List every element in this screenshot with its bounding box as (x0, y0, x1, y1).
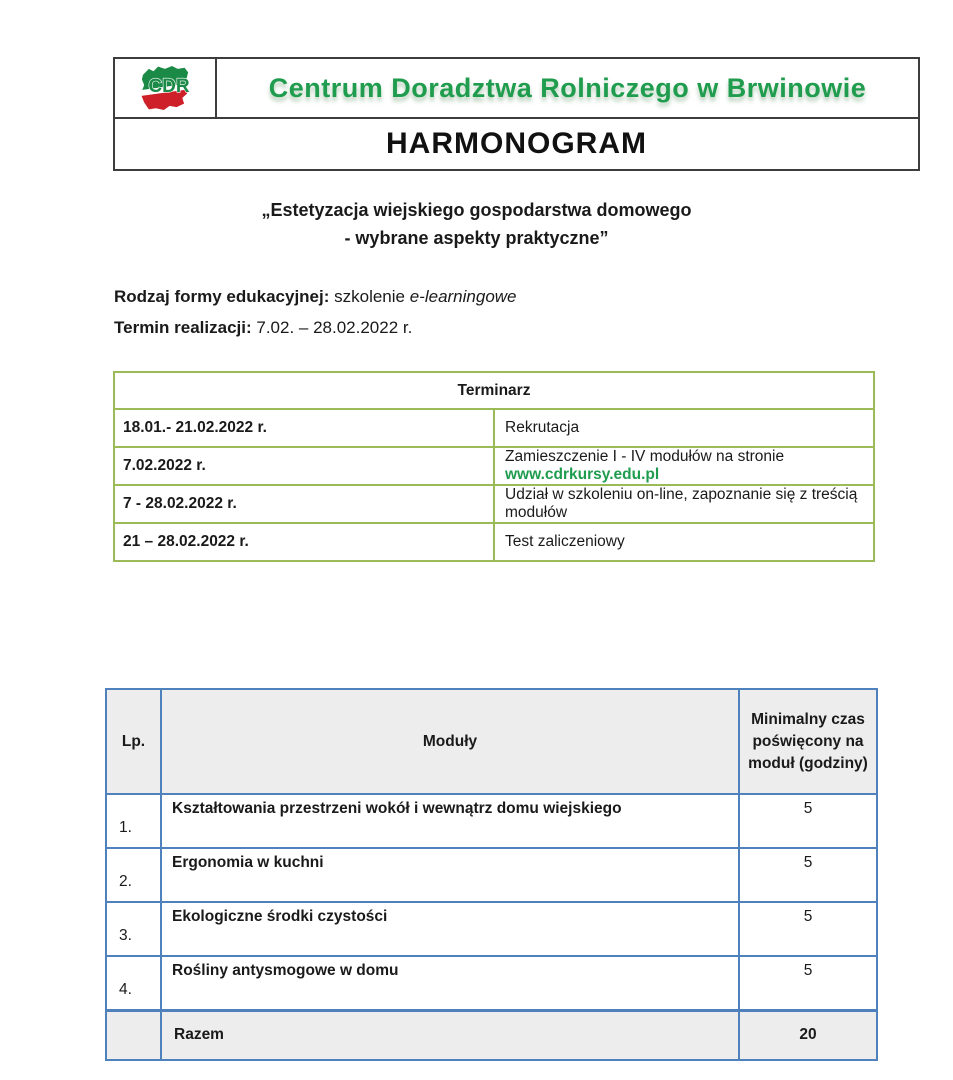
modules-header-lp: Lp. (106, 689, 161, 794)
term-value: 7.02. – 28.02.2022 r. (251, 318, 413, 337)
terminarz-activity (494, 447, 874, 485)
table-row (114, 447, 874, 485)
table-row (106, 902, 877, 956)
modules-table (105, 688, 878, 1061)
doc-title: HARMONOGRAM (386, 127, 647, 160)
module-hours: 5 (739, 794, 877, 848)
org-title: Centrum Doradztwa Rolniczego w Brwinowie (268, 72, 867, 103)
total-empty-cell (106, 1010, 161, 1060)
module-number: 1. (106, 794, 161, 848)
total-label: Razem (161, 1010, 739, 1060)
terminarz-date: 7.02.2022 r. (114, 447, 494, 485)
term-label: Termin realizacji: (114, 318, 252, 337)
org-title-cell (216, 58, 919, 118)
terminarz-table (113, 371, 875, 562)
logo-text: CDR (148, 76, 190, 98)
doc-title-cell (114, 118, 919, 170)
table-row (114, 523, 874, 561)
module-number: 4. (106, 956, 161, 1010)
header-table (113, 57, 920, 171)
education-form-line (114, 281, 517, 312)
terminarz-activity: Rekrutacja (494, 409, 874, 447)
terminarz-activity: Test zaliczeniowy (494, 523, 874, 561)
terminarz-header-row (114, 372, 874, 409)
terminarz-date: 18.01.- 21.02.2022 r. (114, 409, 494, 447)
terminarz-date: 7 - 28.02.2022 r. (114, 485, 494, 523)
module-name: Kształtowania przestrzeni wokół i wewnątrz domu wiejskiego (161, 794, 739, 848)
table-row (114, 485, 874, 523)
total-row (106, 1010, 877, 1060)
terminarz-title: Terminarz (114, 372, 874, 409)
table-row (106, 848, 877, 902)
table-row (106, 794, 877, 848)
modules-header-row (106, 689, 877, 794)
cdr-logo-icon (134, 62, 196, 114)
module-number: 3. (106, 902, 161, 956)
module-hours: 5 (739, 956, 877, 1010)
module-name: Ergonomia w kuchni (161, 848, 739, 902)
terminarz-activity: Udział w szkoleniu on-line, zapoznanie się z treścią modułów (494, 485, 874, 523)
course-meta (114, 281, 517, 343)
modules-header-modules: Moduły (161, 689, 739, 794)
module-number: 2. (106, 848, 161, 902)
table-row (106, 956, 877, 1010)
terminarz-date: 21 – 28.02.2022 r. (114, 523, 494, 561)
education-form-label: Rodzaj formy edukacyjnej: (114, 287, 330, 306)
module-hours: 5 (739, 902, 877, 956)
course-title-line1: „Estetyzacja wiejskiego gospodarstwa domowego (261, 200, 692, 220)
term-line (114, 312, 517, 343)
module-name: Rośliny antysmogowe w domu (161, 956, 739, 1010)
module-name: Ekologiczne środki czystości (161, 902, 739, 956)
education-form-value-italic: e-learningowe (409, 287, 517, 306)
modules-header-time: Minimalny czas poświęcony na moduł (godziny) (739, 689, 877, 794)
logo-cell (114, 58, 216, 118)
course-title-line2: - wybrane aspekty praktyczne” (344, 228, 609, 248)
course-title (0, 196, 953, 252)
module-hours: 5 (739, 848, 877, 902)
total-value: 20 (739, 1010, 877, 1060)
terminarz-activity-text: Zamieszczenie I - IV modułów na stronie (505, 448, 785, 465)
table-row (114, 409, 874, 447)
education-form-value: szkolenie (329, 287, 410, 306)
cdrkursy-link[interactable]: www.cdrkursy.edu.pl (505, 466, 660, 483)
